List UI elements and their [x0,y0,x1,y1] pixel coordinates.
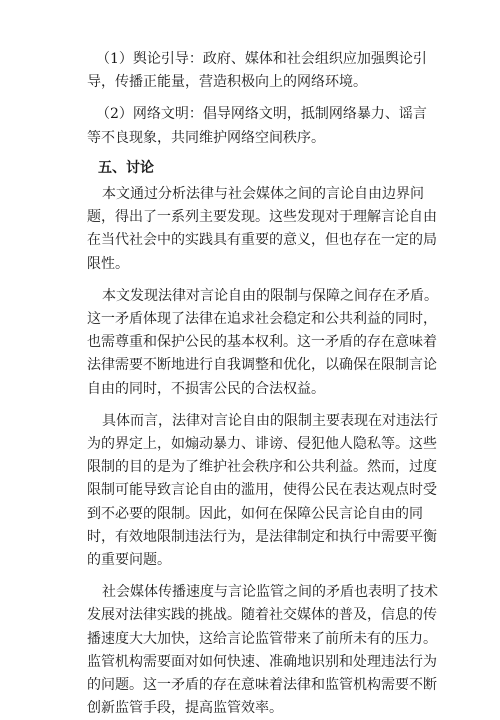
section-heading: 五、讨论 [98,159,154,176]
list-item-network-civility: （2）网络文明：倡导网络文明，抵制网络暴力、谣言等不良现象，共同维护网络空间秩序。 [87,106,427,146]
paragraph-contradiction: 本文发现法律对言论自由的限制与保障之间存在矛盾。这一矛盾体现了法律在追求社会稳定和公共利益的同时，也需尊重和保护公民的基本权利。这一矛盾的存在意味着法律需要不断地进行自我调整和优化，以确保在限制言论自由的同时，不损害公民的合法权益。 [87,287,438,397]
paragraph-media-regulation: 社会媒体传播速度与言论监管之间的矛盾也表明了技术发展对法律实践的挑战。随着社交媒体的普及，信息的传播速度大大加快，这给言论监管带来了前所未有的压力。监管机构需要面对如何快速、准确地识别和处理违法行为的问题。这一矛盾的存在意味着法律和监管机构需要不断创新监管手段，提高监管效率。 [87,584,438,717]
paragraph-restrictions: 具体而言，法律对言论自由的限制主要表现在对违法行为的界定上，如煽动暴力、诽谤、侵犯他人隐私等。这些限制的目的是为了维护社会秩序和公共利益。然而，过度限制可能导致言论自由的滥用，使得公民在表达观点时受到不必要的限制。因此，如何在保障公民言论自由的同时，有效地限制违法行为，是法律制定和执行中需要平衡的重要问题。 [87,412,438,569]
paragraph-findings: 本文通过分析法律与社会媒体之间的言论自由边界问题，得出了一系列主要发现。这些发现对于理解言论自由在当代社会中的实践具有重要的意义，但也存在一定的局限性。 [87,186,437,272]
list-item-public-opinion: （1）舆论引导：政府、媒体和社会组织应加强舆论引导，传播正能量，营造积极向上的网络环境。 [87,51,427,91]
